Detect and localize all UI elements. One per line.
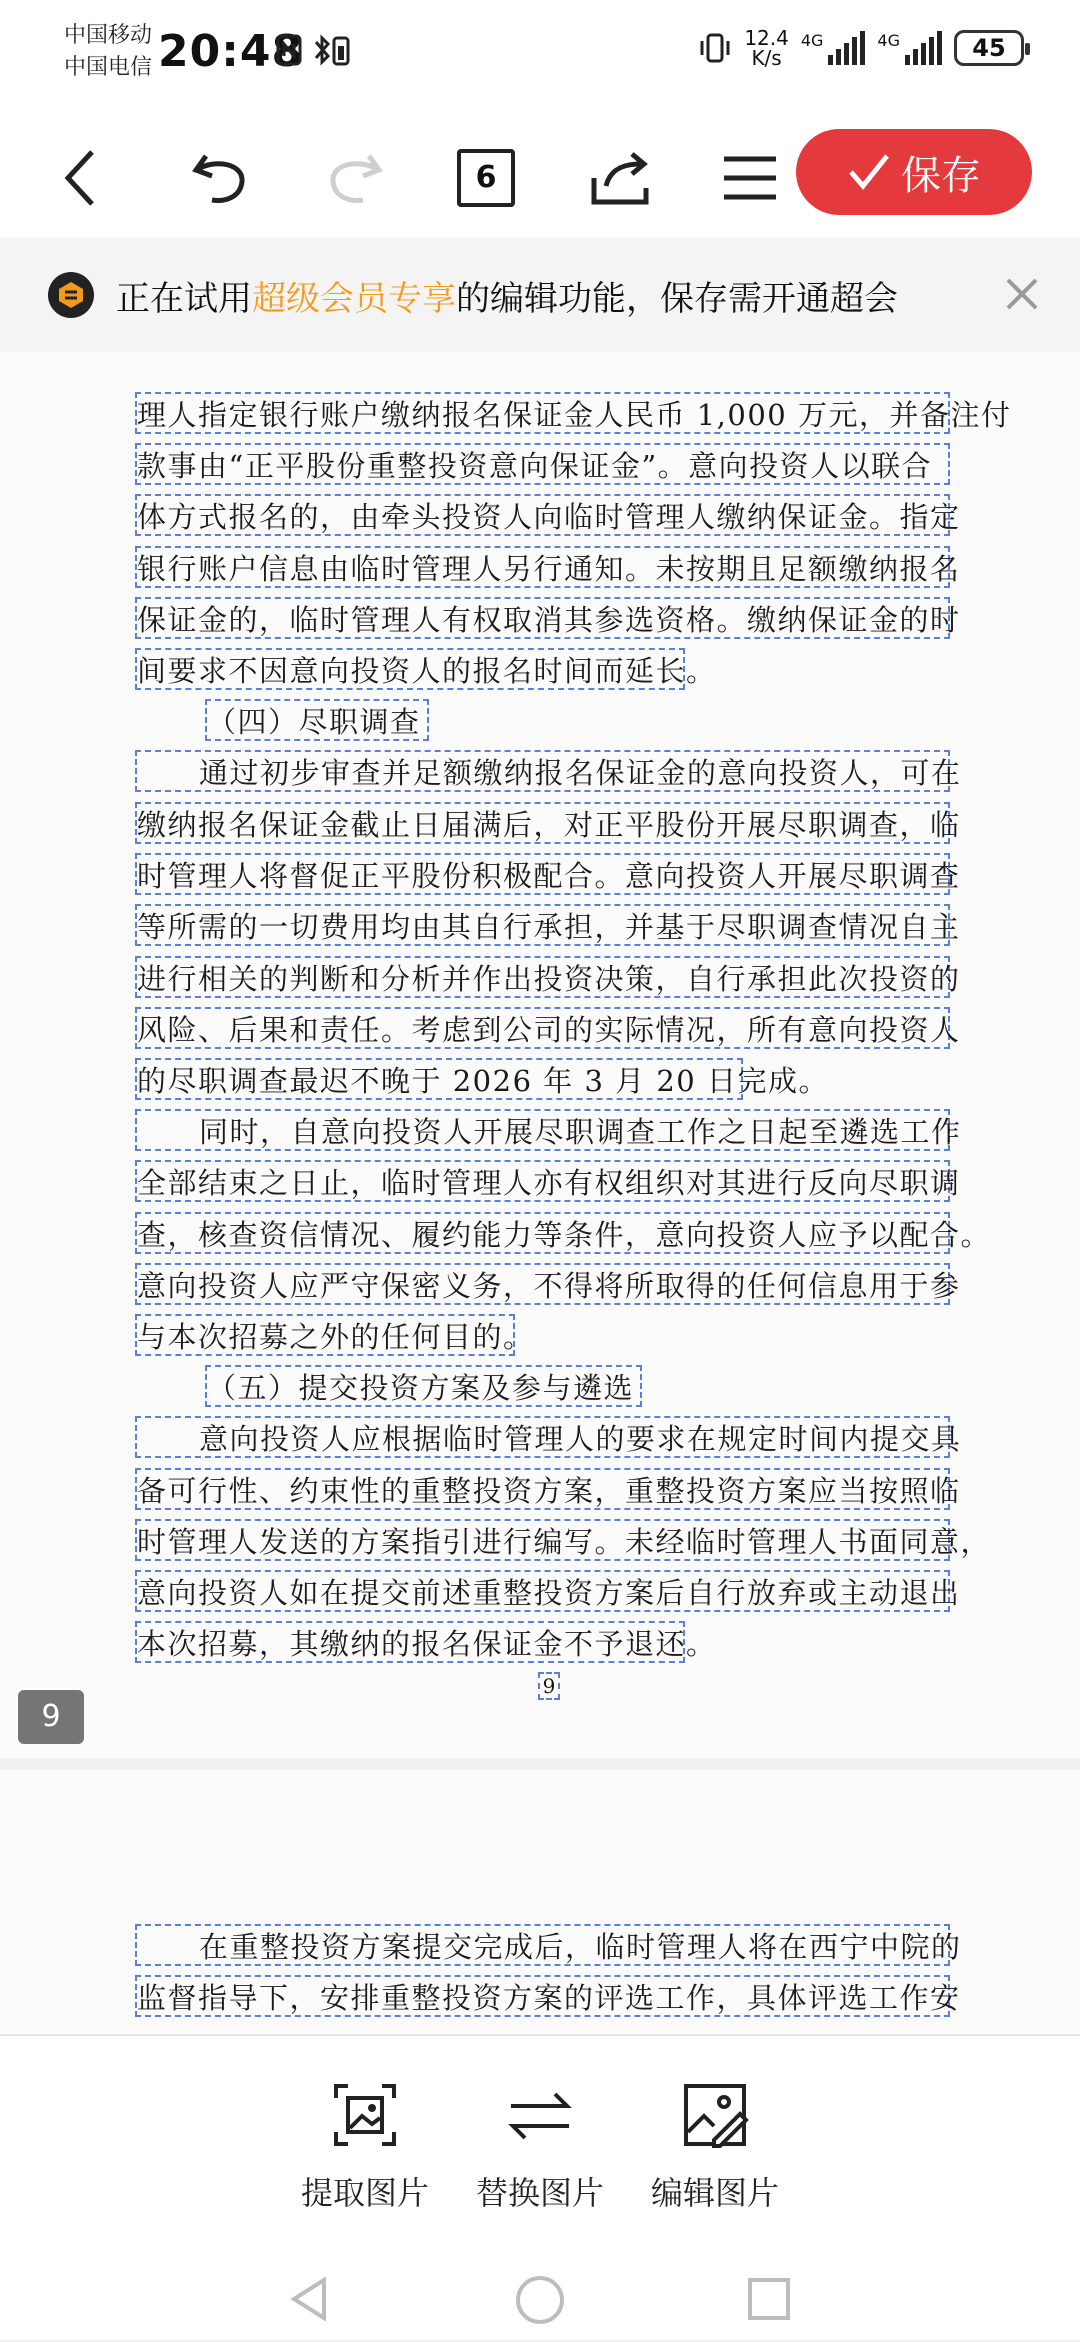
text-line[interactable]: 监督指导下，安排重整投资方案的评选工作，具体评选工作安 [135,1975,950,2017]
edit-image-icon [680,2080,750,2150]
bluetooth-battery-icon [312,34,352,66]
system-nav-bar [0,2258,1080,2342]
text-line[interactable]: 同时，自意向投资人开展尽职调查工作之日起至遴选工作 [135,1109,950,1151]
page-count-button[interactable] [446,138,526,218]
text-line[interactable]: 等所需的一切费用均由其自行承担，并基于尽职调查情况自主 [135,904,950,946]
carrier-2: 中国电信 [64,55,153,80]
text-line[interactable]: 时管理人发送的方案指引进行编写。未经临时管理人书面同意， [135,1519,950,1561]
text-line[interactable]: 查，核查资信情况、履约能力等条件，意向投资人应予以配合。 [135,1212,950,1254]
text-line[interactable]: 理人指定银行账户缴纳报名保证金人民币 1,000 万元，并备注付 [135,392,950,434]
extract-image-button[interactable] [285,2080,445,2214]
replace-image-icon [505,2080,575,2150]
text-line[interactable]: 进行相关的判断和分析并作出投资决策，自行承担此次投资的 [135,956,950,998]
text-line[interactable]: 保证金的，临时管理人有权取消其参选资格。缴纳保证金的时 [135,597,950,639]
text-line[interactable]: 银行账户信息由临时管理人另行通知。未按期且足额缴纳报名 [135,546,950,588]
document-page [0,352,1080,1758]
clock: 20:48 [158,26,304,77]
text-line[interactable]: 时管理人将督促正平股份积极配合。意向投资人开展尽职调查 [135,853,950,895]
section-heading[interactable]: （四）尽职调查 [205,699,429,741]
share-icon [588,148,652,208]
edit-image-label: 编辑图片 [650,2174,779,2212]
extract-image-label: 提取图片 [300,2174,429,2212]
back-icon [60,148,100,208]
status-icons-right [698,28,1024,68]
nav-back-icon[interactable] [286,2274,332,2324]
text-line[interactable]: 与本次招募之外的任何目的。 [135,1314,515,1356]
text-line[interactable]: 在重整投资方案提交完成后，临时管理人将在西宁中院的 [135,1924,950,1966]
banner-text: 正在试用超级会员专享的编辑功能，保存需开通超会 [116,278,898,319]
check-icon [847,152,891,192]
signal-icon: 4G [877,31,942,65]
replace-image-label: 替换图片 [475,2174,604,2212]
page-count: 6 [457,149,515,207]
menu-button[interactable] [710,138,790,218]
text-line[interactable]: 间要求不因意向投资人的报名时间而延长。 [135,648,685,690]
text-line[interactable]: 意向投资人应根据临时管理人的要求在规定时间内提交具 [135,1416,950,1458]
replace-image-button[interactable] [460,2080,620,2214]
back-button[interactable] [40,138,120,218]
text-line[interactable]: 款事由“正平股份重整投资意向保证金”。意向投资人以联合 [135,443,950,485]
vip-trial-banner[interactable] [0,238,1080,352]
share-button[interactable] [580,138,660,218]
save-button[interactable] [796,129,1032,215]
redo-button[interactable] [315,138,395,218]
text-line[interactable]: 意向投资人如在提交前述重整投资方案后自行放弃或主动退出 [135,1570,950,1612]
vip-logo-icon [48,272,94,318]
nav-home-icon[interactable] [514,2274,566,2326]
battery-icon: 45 [954,30,1024,66]
carrier-1: 中国移动 [64,23,153,48]
edit-image-button[interactable] [635,2080,795,2214]
status-icons-left [276,34,352,66]
text-line[interactable]: 意向投资人应严守保密义务，不得将所取得的任何信息用于参 [135,1263,950,1305]
text-line[interactable]: 缴纳报名保证金截止日届满后，对正平股份开展尽职调查，临 [135,802,950,844]
page-indicator-badge: 9 [18,1690,84,1744]
text-line[interactable]: 的尽职调查最迟不晚于 2026 年 3 月 20 日完成。 [135,1058,743,1100]
network-speed: 12.4 K/s [744,26,789,70]
save-label: 保存 [901,152,981,199]
status-bar [0,0,1080,108]
signal-icon: 4G [801,31,866,65]
image-action-bar [0,2034,1080,2340]
page-number: 9 [538,1672,560,1700]
menu-icon [720,153,780,203]
editor-toolbar [0,108,1080,238]
undo-button[interactable] [180,138,260,218]
extract-image-icon [330,2080,400,2150]
undo-icon [190,148,250,208]
text-line[interactable]: 通过初步审查并足额缴纳报名保证金的意向投资人，可在 [135,750,950,792]
nav-recents-icon[interactable] [746,2276,792,2322]
close-icon [1000,272,1044,316]
text-line[interactable]: 风险、后果和责任。考虑到公司的实际情况，所有意向投资人 [135,1007,950,1049]
text-line[interactable]: 备可行性、约束性的重整投资方案，重整投资方案应当按照临 [135,1468,950,1510]
section-heading[interactable]: （五）提交投资方案及参与遴选 [205,1365,642,1407]
text-line[interactable]: 全部结束之日止，临时管理人亦有权组织对其进行反向尽职调 [135,1160,950,1202]
vibrate-icon [698,31,732,65]
banner-close-button[interactable] [1000,272,1044,316]
text-line[interactable]: 本次招募，其缴纳的报名保证金不予退还。 [135,1621,685,1663]
text-line[interactable]: 体方式报名的，由牵头投资人向临时管理人缴纳保证金。指定 [135,494,950,536]
document-page [0,1770,1080,2034]
nfc-icon [276,34,302,66]
redo-icon [325,148,385,208]
